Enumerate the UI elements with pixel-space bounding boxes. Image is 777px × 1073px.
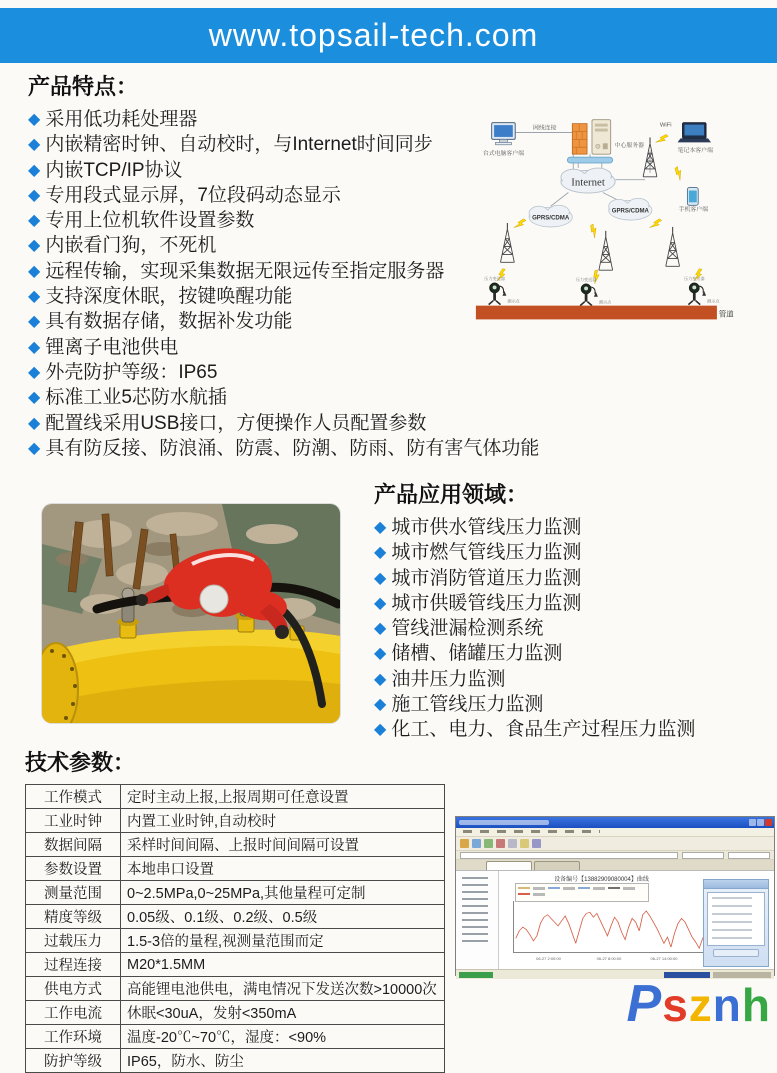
toolbar-icon — [472, 839, 481, 848]
desktop-client-label: 台式电脑客户端 — [482, 151, 525, 158]
applications-list — [374, 515, 764, 743]
diamond-bullet-icon: ◆ — [374, 569, 387, 587]
address-field — [682, 852, 724, 859]
window-statusbar — [456, 969, 774, 979]
table-row — [26, 785, 445, 809]
gprs-cloud-left — [529, 205, 572, 227]
application-item — [374, 692, 764, 717]
diamond-bullet-icon: ◆ — [28, 237, 41, 255]
table-row — [26, 929, 445, 953]
diamond-bullet-icon: ◆ — [28, 313, 41, 331]
diamond-bullet-icon: ◆ — [374, 670, 387, 688]
table-row — [26, 833, 445, 857]
spec-label: 工业时钟 — [26, 809, 121, 833]
legend-line — [518, 887, 530, 889]
diamond-bullet-icon: ◆ — [28, 186, 41, 204]
table-row — [26, 905, 445, 929]
measure-point-label: 测示点 — [507, 298, 520, 304]
diamond-bullet-icon: ◆ — [28, 161, 41, 179]
lightning-icon — [650, 217, 663, 231]
monitoring-software-screenshot — [455, 816, 775, 976]
lightning-icon — [514, 217, 527, 231]
logo-letter: h — [741, 979, 771, 1031]
diamond-bullet-icon: ◆ — [28, 136, 41, 154]
chart-plot — [513, 901, 708, 953]
pressure-transmitter-icon — [688, 283, 706, 305]
status-segment — [664, 972, 710, 978]
field-tower-icon — [599, 231, 613, 270]
lightning-icon — [656, 132, 669, 146]
window-body — [456, 870, 774, 969]
feature-text: 采用低功耗处理器 — [45, 109, 198, 130]
pipeline-label: 管道 — [718, 309, 734, 319]
feature-item — [28, 436, 678, 461]
feature-text: 远程传输，实现采集数据无限远传至指定服务器 — [45, 260, 445, 282]
tab-inactive — [534, 861, 580, 870]
transmitter-label: 压力变送器 — [484, 276, 505, 282]
toolbar-icon — [460, 839, 469, 848]
feature-item — [28, 411, 678, 436]
table-row — [26, 953, 445, 977]
spec-value: 休眠<30uA，发射<350mA — [121, 1001, 445, 1025]
window-tabs — [456, 860, 774, 870]
legend-line — [578, 887, 590, 889]
spec-value: 温度-20℃~70℃，湿度：<90% — [121, 1025, 445, 1049]
diamond-bullet-icon: ◆ — [28, 288, 41, 306]
toolbar-icon — [532, 839, 541, 848]
logo-letter: P — [626, 975, 663, 1033]
psznh-logo — [626, 975, 772, 1033]
legend-line — [518, 893, 530, 895]
phone-client-label: 手机客户端 — [678, 207, 709, 214]
x-axis-tick: 06-27 14:00:00 — [650, 956, 678, 961]
application-text: 施工管线压力监测 — [391, 694, 544, 716]
transmitter-label: 压力变送器 — [575, 277, 597, 283]
spec-value: 定时主动上报,上报周期可任意设置 — [121, 785, 445, 809]
table-row — [26, 1025, 445, 1049]
phone-client-icon — [687, 188, 698, 206]
applications-section — [374, 478, 764, 743]
window-menubar — [456, 828, 774, 837]
floating-device-panel — [703, 879, 769, 967]
feature-text: 具有数据存储，数据补发功能 — [45, 311, 293, 333]
table-row — [26, 809, 445, 833]
spec-value: 本地串口设置 — [121, 857, 445, 881]
feature-text: 配置线采用USB接口，方便操作人员配置参数 — [45, 412, 427, 434]
application-text: 油井压力监测 — [391, 668, 506, 690]
internet-cloud — [561, 168, 615, 193]
spec-value: 高能锂电池供电，满电情况下发送次数>10000次 — [121, 977, 445, 1001]
feature-text: 专用上位机软件设置参数 — [45, 210, 255, 232]
diamond-bullet-icon: ◆ — [374, 696, 387, 714]
spec-label: 参数设置 — [26, 857, 121, 881]
measure-point-label: 测示点 — [707, 298, 720, 304]
lightning-icon — [673, 166, 686, 180]
device-tree-panel — [456, 871, 499, 969]
toolbar-icon — [496, 839, 505, 848]
logo-letter: n — [712, 979, 742, 1031]
specs-title: 技术参数： — [25, 750, 136, 775]
table-row — [26, 881, 445, 905]
firewall-icon — [572, 124, 587, 154]
spec-label: 精度等级 — [26, 905, 121, 929]
diamond-bullet-icon: ◆ — [28, 414, 41, 432]
internet-label: Internet — [571, 176, 605, 189]
field-installation-photo — [42, 504, 340, 723]
feature-text: 内嵌TCP/IP协议 — [45, 159, 183, 181]
minimize-icon — [749, 819, 756, 826]
diamond-bullet-icon: ◆ — [374, 544, 387, 562]
feature-text: 锂离子电池供电 — [45, 336, 179, 358]
table-row — [26, 1001, 445, 1025]
application-text: 储槽、储罐压力监测 — [391, 643, 563, 665]
spec-label: 工作电流 — [26, 1001, 121, 1025]
spec-label: 过载压力 — [26, 929, 121, 953]
field-tower-icon — [500, 223, 514, 262]
application-text: 城市燃气管线压力监测 — [391, 542, 582, 564]
laptop-client-label: 笔记本客户端 — [677, 148, 713, 155]
diamond-bullet-icon: ◆ — [28, 212, 41, 230]
diamond-bullet-icon: ◆ — [374, 620, 387, 638]
address-field — [728, 852, 770, 859]
diamond-bullet-icon: ◆ — [28, 389, 41, 407]
window-toolbar — [456, 837, 774, 851]
website-url: www.topsail-tech.com — [208, 17, 539, 53]
window-titlebar — [456, 817, 774, 828]
laptop-client-icon — [678, 123, 711, 143]
wifi-label: WiFi — [659, 122, 672, 129]
diamond-bullet-icon: ◆ — [28, 363, 41, 381]
feature-item — [28, 335, 678, 360]
application-item — [374, 667, 764, 692]
toolbar-icon — [484, 839, 493, 848]
toolbar-icon — [508, 839, 517, 848]
table-row — [26, 1049, 445, 1073]
diamond-bullet-icon: ◆ — [28, 262, 41, 280]
feature-text: 内嵌看门狗，不死机 — [45, 235, 217, 257]
application-item — [374, 540, 764, 565]
spec-value: 0.05级、0.1级、0.2级、0.5级 — [121, 905, 445, 929]
wired-link-label: 网线连接 — [532, 125, 557, 132]
diamond-bullet-icon: ◆ — [374, 721, 387, 739]
specs-section — [25, 746, 455, 1073]
diamond-bullet-icon: ◆ — [28, 439, 41, 457]
feature-text: 支持深度休眠，按键唤醒功能 — [45, 286, 293, 308]
curve-chart-title: 设备编号【13882909080004】曲线 — [554, 877, 649, 883]
curve-chart-area — [499, 871, 774, 969]
window-buttons — [749, 819, 772, 826]
chart-legend — [515, 883, 649, 902]
spec-value: IP65，防水、防尘 — [121, 1049, 445, 1073]
logo-letter: s — [662, 979, 689, 1031]
application-text: 管线泄漏检测系统 — [391, 618, 544, 640]
application-item — [374, 566, 764, 591]
pressure-transmitter-icon — [489, 283, 507, 305]
spec-value: 采样时间间隔、上报时间间隔可设置 — [121, 833, 445, 857]
pipeline-bar — [476, 306, 717, 320]
logo-letter: z — [688, 979, 713, 1031]
floating-panel-header — [704, 880, 768, 889]
spec-label: 测量范围 — [26, 881, 121, 905]
feature-text: 外壳防护等级：IP65 — [45, 361, 218, 383]
gprs-label: GPRS/CDMA — [532, 214, 570, 222]
spec-label: 供电方式 — [26, 977, 121, 1001]
x-axis-tick: 06-27 8:00:00 — [596, 956, 622, 961]
application-item — [374, 641, 764, 666]
website-banner — [0, 8, 777, 63]
measure-point-label: 测示点 — [598, 299, 612, 305]
maximize-icon — [757, 819, 764, 826]
feature-item — [28, 385, 678, 410]
application-item — [374, 616, 764, 641]
address-field — [460, 852, 678, 859]
features-title: 产品特点： — [28, 74, 139, 99]
feature-item — [28, 360, 678, 385]
legend-line — [608, 887, 620, 889]
close-icon — [765, 819, 772, 826]
desktop-client-icon — [492, 123, 516, 145]
diamond-bullet-icon: ◆ — [28, 338, 41, 356]
diamond-bullet-icon: ◆ — [374, 645, 387, 663]
network-topology-diagram — [470, 110, 772, 336]
central-server-label: 中心服务器 — [614, 143, 645, 150]
floating-panel-list — [707, 892, 765, 946]
toolbar-icon — [520, 839, 529, 848]
window-title-text — [459, 820, 549, 825]
status-segment — [713, 972, 771, 978]
application-text: 化工、电力、食品生产过程压力监测 — [391, 719, 696, 741]
table-row — [26, 977, 445, 1001]
spec-value: 内置工业时钟,自动校时 — [121, 809, 445, 833]
gprs-label: GPRS/CDMA — [611, 207, 649, 215]
tab-active — [486, 861, 532, 870]
x-axis-tick: 06-27 2:00:00 — [536, 956, 561, 961]
feature-text: 专用段式显示屏，7位段码动态显示 — [45, 184, 341, 206]
application-text: 城市供暖管线压力监测 — [391, 592, 582, 614]
diamond-bullet-icon: ◆ — [374, 594, 387, 612]
legend-row — [518, 891, 646, 897]
lightning-icon — [588, 224, 600, 238]
server-icon — [592, 120, 611, 154]
application-item — [374, 591, 764, 616]
gprs-cloud-right — [609, 198, 652, 220]
spec-value: 1.5-3倍的量程,视测量范围而定 — [121, 929, 445, 953]
feature-text: 具有防反接、防浪涌、防震、防潮、防雨、防有害气体功能 — [45, 437, 540, 459]
spec-label: 工作环境 — [26, 1025, 121, 1049]
diamond-bullet-icon: ◆ — [28, 111, 41, 128]
table-row — [26, 857, 445, 881]
feature-text: 标准工业5芯防水航插 — [45, 387, 227, 409]
legend-line — [548, 887, 560, 889]
spec-label: 数据间隔 — [26, 833, 121, 857]
application-item — [374, 717, 764, 742]
spec-label: 工作模式 — [26, 785, 121, 809]
spec-value: M20*1.5MM — [121, 953, 445, 977]
feature-text: 内嵌精密时钟、自动校时，与Internet时间同步 — [45, 134, 433, 156]
field-tower-icon — [666, 227, 680, 266]
floating-panel-button — [713, 949, 759, 957]
pressure-transmitter-icon — [580, 284, 598, 306]
hub-icon — [567, 157, 612, 163]
spec-label: 过程连接 — [26, 953, 121, 977]
application-text: 城市供水管线压力监测 — [391, 517, 582, 538]
specs-table — [25, 784, 445, 1073]
application-text: 城市消防管道压力监测 — [391, 567, 582, 589]
transmitter-label: 压力变送器 — [683, 276, 705, 282]
applications-title: 产品应用领域： — [374, 482, 529, 507]
diamond-bullet-icon: ◆ — [374, 519, 387, 536]
spec-label: 防护等级 — [26, 1049, 121, 1073]
window-addressbar — [456, 851, 774, 860]
status-segment — [459, 972, 493, 978]
application-item — [374, 515, 764, 540]
spec-value: 0~2.5MPa,0~25MPa,其他量程可定制 — [121, 881, 445, 905]
